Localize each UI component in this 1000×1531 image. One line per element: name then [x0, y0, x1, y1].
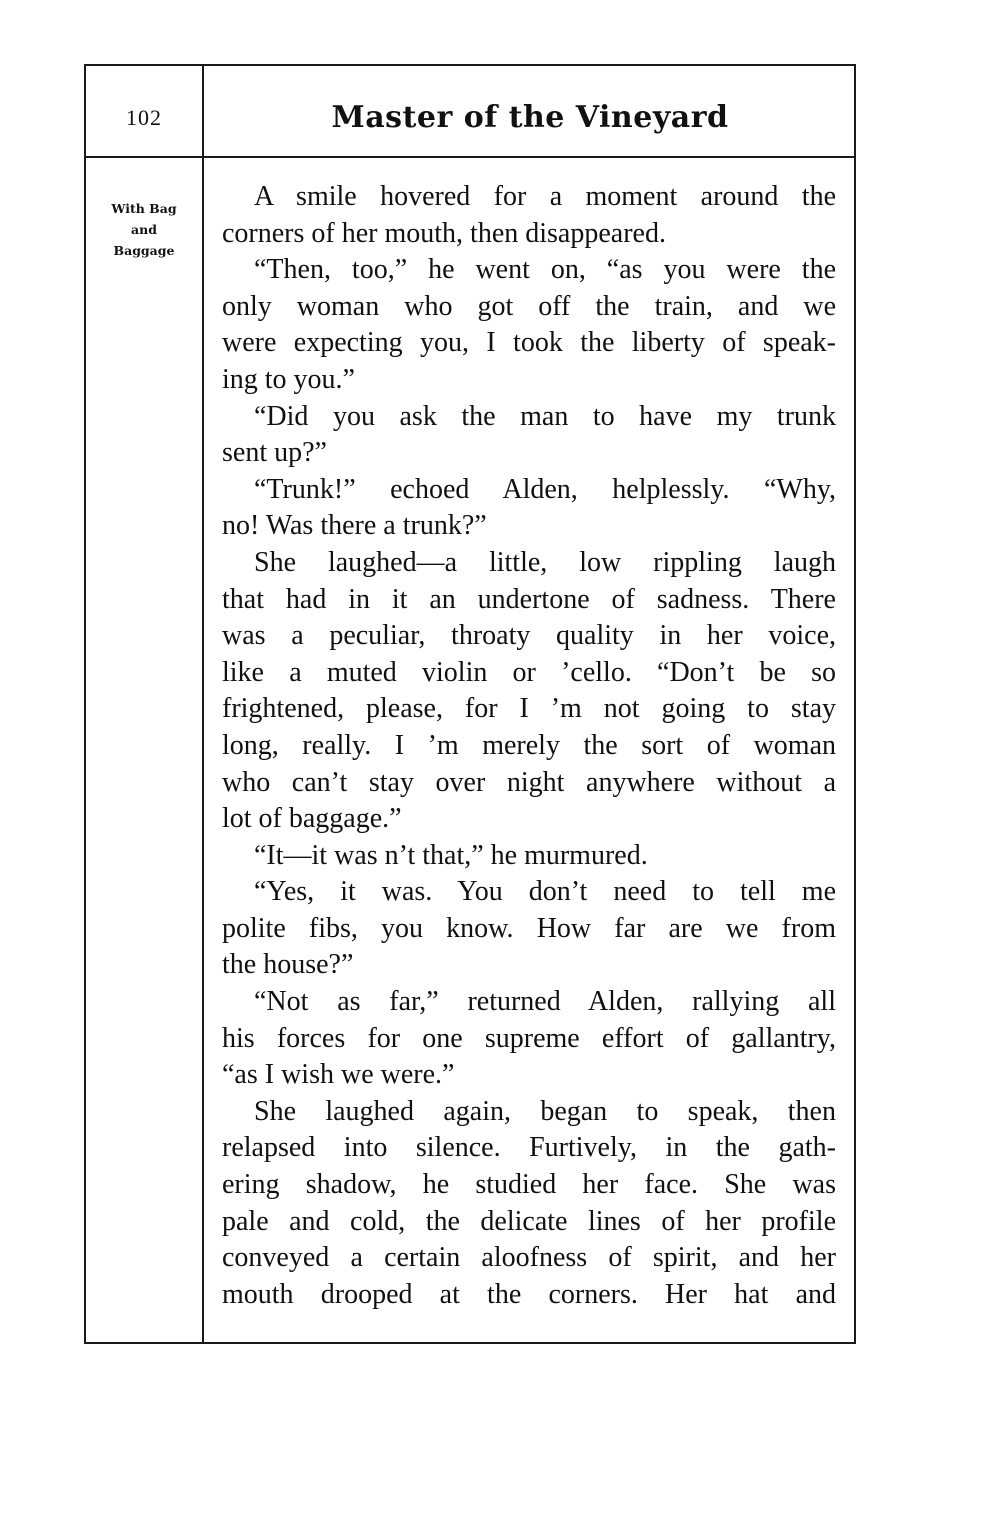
text-line: ing to you.” — [222, 363, 355, 395]
text-line: were expecting you, I took the liberty of speak- — [222, 327, 836, 359]
text-line: ering shadow, he studied her face. She was — [222, 1169, 836, 1201]
paragraph — [222, 545, 836, 838]
text-line: frightened, please, for I ’m not going to stay — [222, 693, 836, 725]
text-line: A smile hovered for a moment around the — [254, 181, 836, 212]
text-line: like a muted violin or ’cello. “Don’t be so — [222, 656, 836, 688]
text-line: “Did you ask the man to have my trunk — [254, 400, 836, 432]
text-line: the house?” — [222, 949, 354, 981]
text-line: She laughed—a little, low rippling laugh — [254, 546, 836, 578]
text-line: only woman who got off the train, and we — [222, 290, 836, 322]
text-line: mouth drooped at the corners. Her hat and — [222, 1278, 836, 1310]
text-line: long, really. I ’m merely the sort of woman — [222, 729, 836, 761]
paragraph — [222, 984, 836, 1094]
paragraph — [222, 472, 836, 545]
text-line: “Then, too,” he went on, “as you were the — [254, 254, 836, 286]
page-number: 102 — [126, 105, 162, 130]
text-line: that had in it an undertone of sadness. There — [222, 583, 836, 615]
text-line: “Not as far,” returned Alden, rallying all — [254, 986, 836, 1018]
text-line: corners of her mouth, then disappeared. — [222, 217, 666, 249]
running-title: Master of the Vineyard — [331, 100, 729, 135]
paragraph — [222, 838, 836, 875]
paragraph — [222, 252, 836, 398]
text-line: relapsed into silence. Furtively, in the gath- — [222, 1132, 836, 1164]
text-line: lot of baggage.” — [222, 803, 402, 835]
paragraph — [222, 874, 836, 984]
text-line: “It—it was n’t that,” he murmured. — [254, 839, 648, 871]
paragraph — [222, 179, 836, 252]
margin-column-rule — [202, 66, 204, 1342]
margin-note-line: Baggage — [113, 243, 175, 258]
paragraph — [222, 399, 836, 472]
margin-note — [88, 198, 200, 261]
text-line: conveyed a certain aloofness of spirit, and her — [222, 1242, 836, 1274]
text-line: pale and cold, the delicate lines of her profile — [222, 1205, 836, 1237]
paragraph — [222, 1094, 836, 1314]
margin-note-line: and — [131, 222, 157, 237]
text-line: “Trunk!” echoed Alden, helplessly. “Why, — [254, 473, 836, 505]
text-line: sent up?” — [222, 437, 327, 469]
text-line: “as I wish we were.” — [222, 1059, 455, 1091]
text-line: “Yes, it was. You don’t need to tell me — [254, 876, 836, 908]
text-line: She laughed again, began to speak, then — [254, 1095, 836, 1127]
text-line: was a peculiar, throaty quality in her voice, — [222, 620, 836, 652]
text-line: polite fibs, you know. How far are we from — [222, 912, 836, 944]
text-line: no! Was there a trunk?” — [222, 510, 487, 542]
text-line: his forces for one supreme effort of gallantry, — [222, 1022, 836, 1054]
body-text — [222, 179, 836, 1313]
margin-note-line: With Bag — [111, 201, 177, 216]
text-line: who can’t stay over night anywhere without a — [222, 766, 836, 798]
